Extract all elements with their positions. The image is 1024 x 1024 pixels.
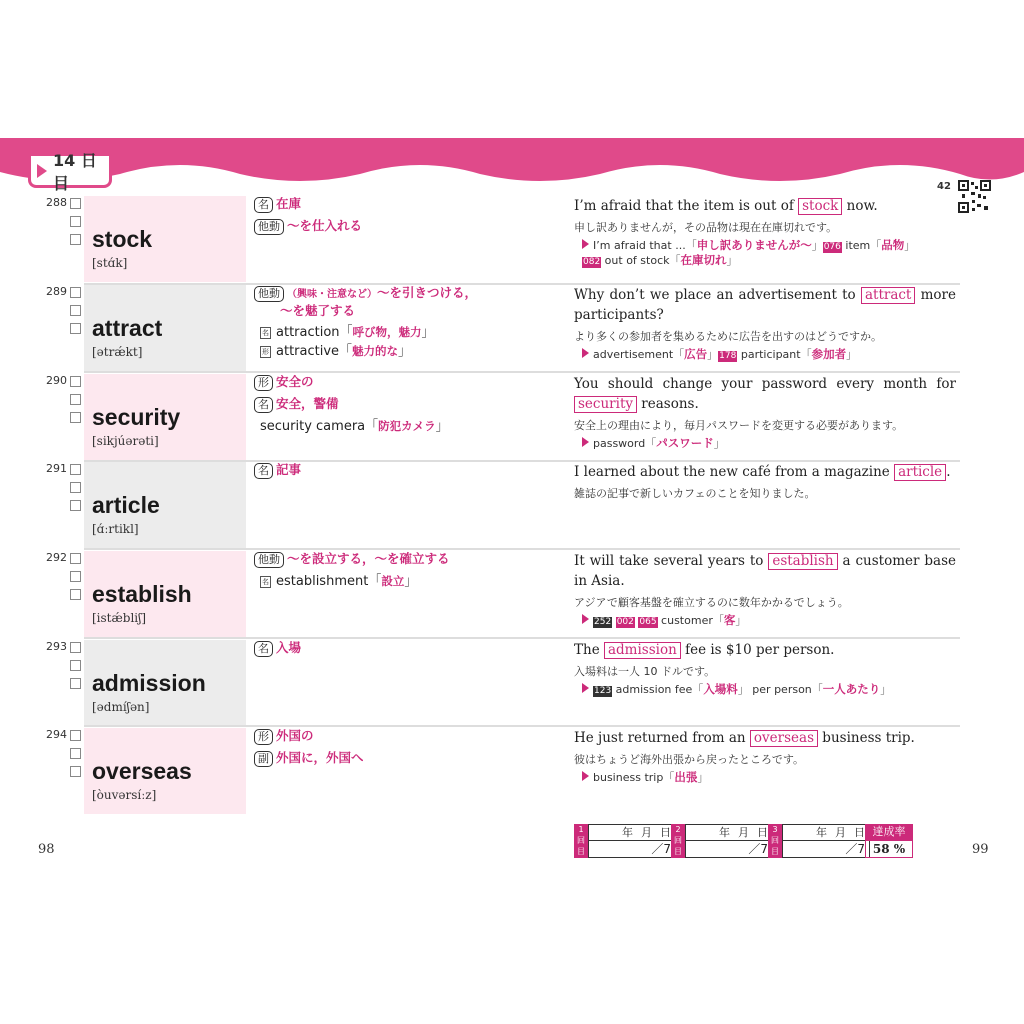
round-tag: 3 回 目 <box>768 824 782 858</box>
definition: 外国の <box>276 728 314 743</box>
study-record-1[interactable] <box>574 824 676 858</box>
checkboxes <box>70 553 82 607</box>
page-number-right: 99 <box>972 842 989 857</box>
example-sentence: It will take several years to establish a customer base in Asia. <box>574 553 956 589</box>
checkbox[interactable] <box>70 287 81 298</box>
play-icon <box>582 771 589 781</box>
record-grid: 年 月 日 ／7 <box>588 824 676 858</box>
checkbox[interactable] <box>70 553 81 564</box>
note: 123 admission fee「入場料」 per person「一人あたり」 <box>574 682 956 697</box>
example-sentence: He just returned from an overseas business trip. <box>574 730 915 746</box>
word-panel <box>84 728 246 814</box>
entry-number: 290 <box>46 374 67 387</box>
checkbox[interactable] <box>70 482 81 493</box>
example-sentence: You should change your password every month for security reasons. <box>574 376 956 412</box>
translation: 入場料は一人 10 ドルです。 <box>574 665 716 678</box>
keyword: admission <box>604 642 681 659</box>
page-number-left: 98 <box>38 842 55 857</box>
pos-badge: 副 <box>254 751 273 767</box>
entry-number: 288 <box>46 196 67 209</box>
day-label: 14 日目 <box>53 150 97 193</box>
entry-number: 289 <box>46 285 67 298</box>
day-tab <box>28 150 112 193</box>
note: I’m afraid that ...「申し訳ありませんが～」076 item「品物」 <box>574 238 956 253</box>
headword: overseas <box>92 758 192 784</box>
checkboxes <box>70 376 82 430</box>
word-panel <box>84 285 246 371</box>
derivative: 名 establishment「設立」 <box>262 574 418 589</box>
divider <box>84 548 960 550</box>
pos-badge: 名 <box>254 463 273 479</box>
definitions <box>254 551 564 592</box>
definitions <box>254 640 564 662</box>
record-grid: 年 月 日 ／7 <box>782 824 870 858</box>
qr-code-icon <box>958 180 991 213</box>
keyword: overseas <box>750 730 818 747</box>
checkboxes <box>70 198 82 252</box>
example <box>574 285 956 362</box>
pronunciation: [ədmíʃən] <box>92 700 150 714</box>
vocab-entry <box>40 285 960 373</box>
pronunciation: [istǽbliʃ] <box>92 611 147 625</box>
example <box>574 374 956 451</box>
keyword: establish <box>768 553 837 570</box>
checkbox[interactable] <box>70 323 81 334</box>
checkbox[interactable] <box>70 660 81 671</box>
pos-badge: 形 <box>254 729 273 745</box>
word-panel <box>84 551 246 637</box>
study-record-3[interactable] <box>768 824 870 858</box>
definition: 外国に，外国へ <box>276 750 364 765</box>
record-grid: 年 月 日 ／7 <box>685 824 773 858</box>
checkbox[interactable] <box>70 730 81 741</box>
play-icon <box>582 239 589 249</box>
definitions <box>254 728 564 772</box>
derivative: 形 attractive「魅力的な」 <box>262 344 412 359</box>
score: ／7 <box>748 842 768 856</box>
word-panel <box>84 462 246 548</box>
entry-number: 292 <box>46 551 67 564</box>
checkbox[interactable] <box>70 678 81 689</box>
note: business trip「出張」 <box>574 770 956 785</box>
ref-badge: 178 <box>719 351 737 361</box>
definition: 安全の <box>276 374 314 389</box>
example <box>574 551 956 628</box>
checkbox[interactable] <box>70 394 81 405</box>
divider <box>84 371 960 373</box>
word-panel <box>84 196 246 282</box>
checkbox[interactable] <box>70 748 81 759</box>
pronunciation: [sikjúərəti] <box>92 434 159 448</box>
play-icon <box>582 614 589 624</box>
note: advertisement「広告」178 participant「参加者」 <box>574 347 956 362</box>
example-sentence: The admission fee is $10 per person. <box>574 642 835 658</box>
checkbox[interactable] <box>70 589 81 600</box>
round-tag: 2 回 目 <box>671 824 685 858</box>
checkboxes <box>70 287 82 341</box>
play-icon <box>582 348 589 358</box>
pronunciation: [ɑ́ːrtikl] <box>92 522 139 536</box>
rate-value: 58 % <box>865 840 913 858</box>
note: 082 out of stock「在庫切れ」 <box>583 253 738 267</box>
definition: 入場 <box>276 640 302 655</box>
checkbox[interactable] <box>70 305 81 316</box>
example <box>574 196 956 268</box>
checkbox[interactable] <box>70 198 81 209</box>
checkbox[interactable] <box>70 234 81 245</box>
keyword: security <box>574 396 637 413</box>
ref-badge: 123 <box>594 686 612 696</box>
checkbox[interactable] <box>70 642 81 653</box>
vocab-entry <box>40 551 960 639</box>
translation: 雑誌の記事で新しいカフェのことを知りました。 <box>574 487 816 500</box>
definitions <box>254 374 564 437</box>
definition: 安全，警備 <box>276 396 339 411</box>
headword: establish <box>92 581 192 607</box>
vocab-entry <box>40 728 960 816</box>
achievement-rate <box>865 824 913 858</box>
pos-badge: 他動 <box>254 552 284 568</box>
keyword: attract <box>861 287 915 304</box>
ref-badge: 252 <box>594 617 612 627</box>
example-sentence: Why don’t we place an advertisement to attract more participants? <box>574 287 956 323</box>
day-banner <box>0 138 1024 194</box>
translation: アジアで顧客基盤を確立するのに数年かかるでしょう。 <box>574 596 849 609</box>
pronunciation: [òuvərsíːz] <box>92 788 157 802</box>
play-icon <box>582 437 589 447</box>
play-icon <box>582 683 589 693</box>
definitions <box>254 462 564 484</box>
definitions <box>254 196 564 240</box>
derivative: security camera「防犯カメラ」 <box>260 419 449 434</box>
definitions: 他動 （興味・注意など）～を引きつける， ～を魅了する 名 attraction「呼び物，魅力」 形 attractive「魅力的な」 <box>254 285 564 362</box>
headword: admission <box>92 670 206 696</box>
derivative: 名 attraction「呼び物，魅力」 <box>262 325 435 340</box>
play-icon <box>37 164 47 178</box>
entry-number: 294 <box>46 728 67 741</box>
keyword: article <box>894 464 946 481</box>
headword: article <box>92 492 160 518</box>
checkboxes <box>70 642 82 696</box>
translation: より多くの参加者を集めるために広告を出すのはどうですか。 <box>574 330 882 343</box>
pos-badge: 名 <box>254 197 273 213</box>
pos-badge: 他動 <box>254 219 284 235</box>
example <box>574 640 956 697</box>
example <box>574 728 956 785</box>
vocab-entry <box>40 196 960 284</box>
word-panel <box>84 640 246 726</box>
score: ／7 <box>651 842 671 856</box>
pos-badge: 名 <box>254 397 273 413</box>
ref-badge: 082 <box>583 257 601 267</box>
definition: ～を魅了する <box>280 303 356 318</box>
word-panel <box>84 374 246 460</box>
checkboxes <box>70 730 82 784</box>
page-number-top: 42 <box>937 181 951 192</box>
note: password「パスワード」 <box>574 436 956 451</box>
example <box>574 462 956 501</box>
pronunciation: [ətrǽkt] <box>92 345 143 359</box>
checkbox[interactable] <box>70 500 81 511</box>
rate-label: 達成率 <box>865 824 913 840</box>
checkbox[interactable] <box>70 376 81 387</box>
example-sentence: I learned about the new café from a magazine article . <box>574 464 951 480</box>
entry-number: 293 <box>46 640 67 653</box>
pos-badge: 他動 <box>254 286 284 302</box>
checkboxes <box>70 464 82 518</box>
headword: stock <box>92 226 153 252</box>
divider <box>84 637 960 639</box>
study-record-2[interactable] <box>671 824 773 858</box>
checkbox[interactable] <box>70 766 81 777</box>
score: ／7 <box>845 842 865 856</box>
checkbox[interactable] <box>70 216 81 227</box>
note: 252 002 065 customer「客」 <box>574 613 956 628</box>
headword: security <box>92 404 181 430</box>
ref-badge: 002 <box>616 617 634 627</box>
vocab-entry <box>40 640 960 728</box>
example-sentence: I’m afraid that the item is out of stock now. <box>574 198 878 214</box>
translation: 申し訳ありませんが，その品物は現在在庫切れです。 <box>574 221 838 234</box>
translation: 彼はちょうど海外出張から戻ったところです。 <box>574 753 805 766</box>
definition: 記事 <box>276 462 302 477</box>
pos-badge: 形 <box>254 375 273 391</box>
definition: ～を仕入れる <box>287 218 363 233</box>
definition: 在庫 <box>276 196 302 211</box>
definition: ～を引きつける， <box>377 285 478 300</box>
checkbox[interactable] <box>70 571 81 582</box>
keyword: stock <box>798 198 842 215</box>
definition: ～を設立する，～を確立する <box>287 551 450 566</box>
round-tag: 1 回 目 <box>574 824 588 858</box>
pronunciation: [stɑ́k] <box>92 256 128 270</box>
translation: 安全上の理由により，毎月パスワードを変更する必要があります。 <box>574 419 904 432</box>
headword: attract <box>92 315 163 341</box>
checkbox[interactable] <box>70 412 81 423</box>
checkbox[interactable] <box>70 464 81 475</box>
vocab-entry <box>40 462 960 550</box>
entry-number: 291 <box>46 462 67 475</box>
pos-badge: 名 <box>254 641 273 657</box>
vocab-entry <box>40 374 960 462</box>
divider <box>84 725 960 727</box>
ref-badge: 065 <box>639 617 657 627</box>
ref-badge: 076 <box>823 242 841 252</box>
